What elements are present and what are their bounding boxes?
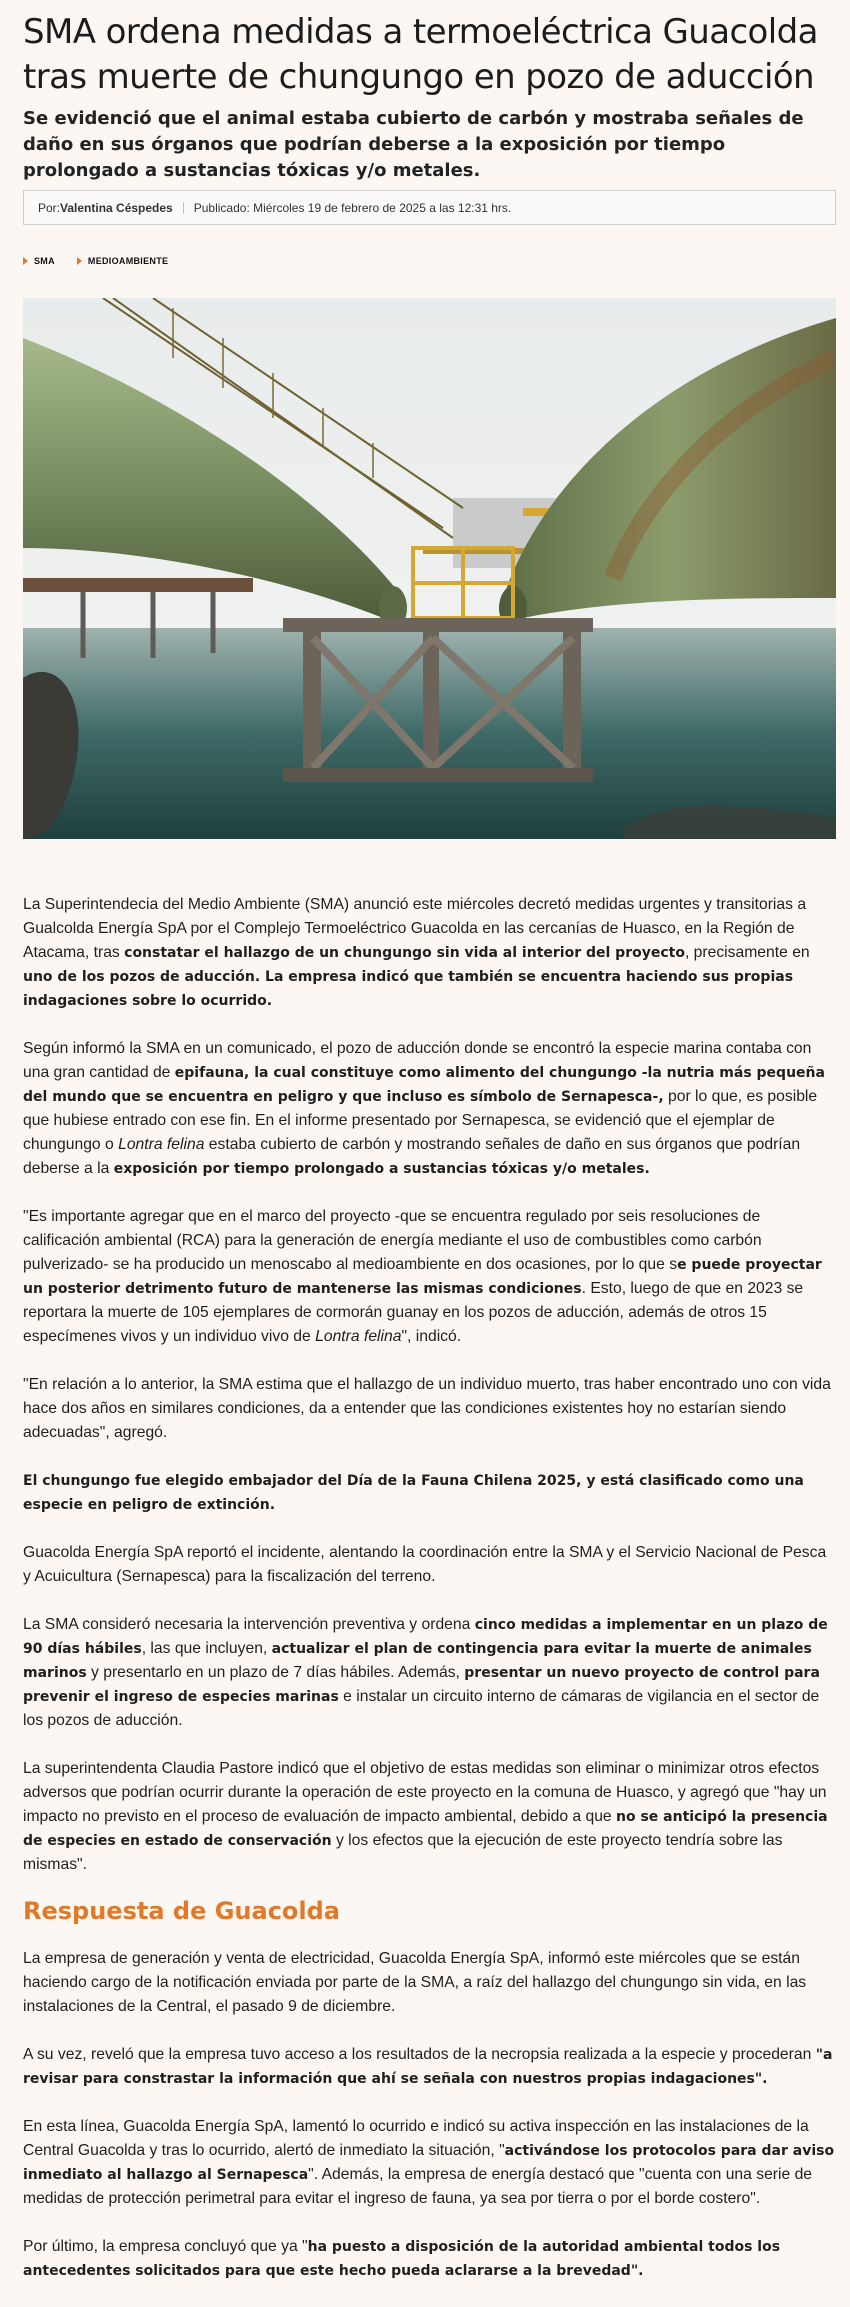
paragraph xyxy=(23,1373,836,1445)
bold-text: actualizar el plan de contingencia para evitar la muerte de animales marinos xyxy=(23,1641,812,1681)
author-link[interactable]: Valentina Céspedes xyxy=(60,200,173,215)
paragraph xyxy=(23,1469,836,1517)
paragraph xyxy=(23,1037,836,1181)
text-run: "Es importante agregar que en el marco del proyecto -que se encuentra regulado por seis resoluciones de calificación ambiental (RCA) para la generación de energía mediante el uso de combustibles como carbón pulverizado- se ha producido un menoscabo al medioambiente en dos ocasiones, por lo que s xyxy=(23,1208,762,1273)
tag-list xyxy=(23,256,168,266)
text-run: e instalar un circuito interno de cámaras de vigilancia en el sector de los pozos de aducción. xyxy=(23,1688,820,1729)
text-run: Guacolda Energía SpA reportó el incidente, alentando la coordinación entre la SMA y el Servicio Nacional de Pesca y Acuicultura (Sernapesca) para la fiscalización del terreno. xyxy=(23,1544,827,1585)
paragraph xyxy=(23,893,836,1013)
paragraph xyxy=(23,2115,836,2211)
text-run: estaba cubierto de carbón y mostrando señales de daño en sus órganos que podrían deberse a la xyxy=(23,1136,801,1177)
bold-text: presentar un nuevo proyecto de control para prevenir el ingreso de especies marinas xyxy=(23,1665,820,1705)
paragraph xyxy=(23,1613,836,1733)
italic-text: Lontra felina xyxy=(315,1328,402,1345)
text-run: "En relación a lo anterior, la SMA estima que el hallazgo de un individuo muerto, tras haber encontrado uno con vida hace dos años en similares condiciones, da a entender que las condiciones existentes hoy no estarían siendo adecuadas", agregó. xyxy=(23,1376,831,1441)
tag-medioambiente[interactable] xyxy=(77,256,168,266)
bold-text: cinco medidas a implementar en un plazo de 90 días hábiles xyxy=(23,1617,828,1657)
text-run: Según informó la SMA en un comunicado, el pozo de aducción donde se encontró la especie marina contaba con una gran cantidad de xyxy=(23,1040,812,1081)
bold-text: no se anticipó la presencia de especies en estado de conservación xyxy=(23,1809,828,1849)
italic-text: Lontra felina xyxy=(118,1136,205,1153)
byline-divider xyxy=(183,202,184,214)
text-run: Por último, la empresa concluyó que ya " xyxy=(23,2238,308,2255)
text-run: ", indicó. xyxy=(401,1328,462,1345)
text-run: La superintendenta Claudia Pastore indicó que el objetivo de estas medidas son eliminar o minimizar otros efectos adversos que podrían ocurrir durante la operación de este proyecto en la comuna de Huasco, y agregó que "hay un impacto no previsto en el proceso de evaluación de impacto ambiental, debido a que xyxy=(23,1760,827,1825)
tag-label: SMA xyxy=(34,256,55,266)
text-run: La SMA consideró necesaria la intervención preventiva y ordena xyxy=(23,1616,475,1633)
text-run: En esta línea, Guacolda Energía SpA, lamentó lo ocurrido e indicó su activa inspección en las instalaciones de la Central Guacolda y tras lo ocurrido, alertó de inmediato la situación, " xyxy=(23,2118,809,2159)
hero-image xyxy=(23,298,836,839)
text-run: , precisamente en xyxy=(684,944,810,961)
bold-text: epifauna, la cual constituye como alimento del chungungo -la nutria más pequeña del mundo que se encuentra en peligro y que incluso es símbolo de Sernapesca-, xyxy=(23,1065,825,1105)
tag-label: MEDIOAMBIENTE xyxy=(87,256,169,266)
headline: SMA ordena medidas a termoeléctrica Guacolda tras muerte de chungungo en pozo de aducción xyxy=(23,12,818,97)
paragraph xyxy=(23,1757,836,1877)
byline xyxy=(23,190,836,225)
triangle-right-icon xyxy=(23,257,28,265)
bold-text: ha puesto a disposición de la autoridad ambiental todos los antecedentes solicitados para que este hecho pueda aclararse a la brevedad". xyxy=(23,2239,781,2279)
bold-text: uno de los pozos de aducción. La empresa indicó que también se encuentra haciendo sus propias indagaciones sobre lo ocurrido. xyxy=(23,969,794,1009)
triangle-right-icon xyxy=(77,257,82,265)
byline-prefix: Por: xyxy=(38,200,61,215)
subtitle: Se evidenció que el animal estaba cubierto de carbón y mostraba señales de daño en sus órganos que podrían deberse a la exposición por tiempo prolongado a sustancias tóxicas y/o metales. xyxy=(23,108,804,181)
section-heading: Respuesta de Guacolda xyxy=(23,1897,341,1925)
paragraph xyxy=(23,1947,836,2019)
paragraph xyxy=(23,1541,836,1589)
bold-text: e puede proyectar un posterior detrimento futuro de mantenerse las mismas condiciones xyxy=(23,1257,822,1297)
publish-date: Publicado: Miércoles 19 de febrero de 2025 a las 12:31 hrs. xyxy=(193,200,512,215)
text-run: y presentarlo en un plazo de 7 días hábiles. Además, xyxy=(86,1664,465,1681)
paragraph xyxy=(23,2235,836,2283)
text-run: La empresa de generación y venta de electricidad, Guacolda Energía SpA, informó este miércoles que se están haciendo cargo de la notificación enviada por parte de la SMA, a raíz del hallazgo del chungungo sin vida, en las instalaciones de la Central, el pasado 9 de diciembre. xyxy=(23,1950,807,2015)
text-run: por lo que, es posible que hubiese entrado con ese fin. En el informe presentado por Sernapesca, se evidenció que el ejemplar de chungungo o xyxy=(23,1088,818,1153)
text-run: , las que incluyen, xyxy=(141,1640,272,1657)
tag-sma[interactable] xyxy=(23,256,55,266)
article-body xyxy=(23,893,836,2307)
paragraph xyxy=(23,1205,836,1349)
bold-text: exposición por tiempo prolongado a sustancias tóxicas y/o metales. xyxy=(113,1161,650,1177)
bold-text: constatar el hallazgo de un chungungo sin vida al interior del proyecto xyxy=(124,945,685,961)
bold-text: activándose los protocolos para dar aviso inmediato al hallazgo al Sernapesca xyxy=(23,2143,835,2183)
pipeline-photo-illustration xyxy=(23,298,836,839)
bold-text: El chungungo fue elegido embajador del Día de la Fauna Chilena 2025, y está clasificado como una especie en peligro de extinción. xyxy=(23,1473,804,1513)
text-run: y los efectos que la ejecución de este proyecto tendría sobre las mismas". xyxy=(23,1832,783,1873)
paragraph xyxy=(23,2043,836,2091)
text-run: A su vez, reveló que la empresa tuvo acceso a los resultados de la necropsia realizada a la especie y procederan xyxy=(23,2046,816,2063)
text-run: La Superintendecia del Medio Ambiente (SMA) anunció este miércoles decretó medidas urgentes y transitorias a Gualcolda Energía SpA por el Complejo Termoeléctrico Guacolda en las cercanías de Huasco, en la Región de Atacama, tras xyxy=(23,896,807,961)
bold-text: "a revisar para constrastar la información que ahí se señala con nuestros propias indagaciones". xyxy=(23,2047,833,2087)
text-run: ". Además, la empresa de energía destacó que "cuenta con una serie de medidas de protección perimetral para evitar el ingreso de fauna, ya sea por tierra o por el borde costero". xyxy=(23,2166,813,2207)
text-run: . Esto, luego de que en 2023 se reportara la muerte de 105 ejemplares de cormorán guanay en los pozos de aducción, además de otros 15 especímenes vivos y un individuo vivo de xyxy=(23,1280,804,1345)
